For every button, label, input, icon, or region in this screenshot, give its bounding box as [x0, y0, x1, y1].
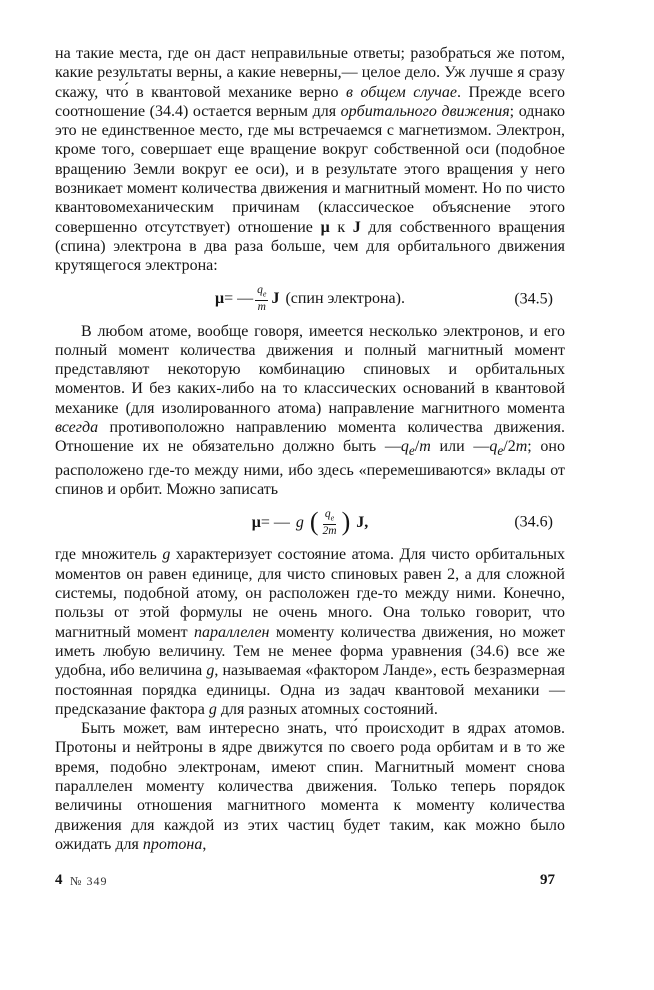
eq-sign: = —	[224, 289, 254, 307]
eq-sign: = —	[260, 513, 290, 531]
eq-vector: J	[271, 289, 280, 307]
eq-vector: J,	[356, 513, 369, 531]
eq-lhs: μ	[251, 513, 261, 531]
frac-numerator: $q_e$	[323, 508, 336, 525]
frac-numerator: $q_e$	[255, 284, 268, 301]
eq-factor: g	[295, 513, 304, 531]
equation-number: (34.5)	[514, 289, 553, 307]
press-mark: № 349	[70, 874, 108, 888]
paragraph-3: где множитель g характеризует состояние атома. Для чисто орбитальных моментов он равен единице, для чисто спиновых равен 2, а для сложной системы, подобной атому, он расположен где-то между ними. Конечно, пользы от этой формулы не очень много. Она только говорит, что магнитный момент параллелен моменту количества движения, но может иметь любую величину. Тем не менее форма уравнения (34.6) все же удобна, ибо величина g, называемая «фактором Ланде», есть безразмерная постоянная порядка единицы. Одна из задач квантовой механики — предсказание фактора g для разных атомных состояний.	[55, 546, 566, 718]
equation-number: (34.6)	[514, 513, 553, 531]
paragraph-1: на такие места, где он даст неправильные ответы; разобраться же потом, какие результаты верны, а какие неверны,— целое дело. Уж лучше я сразу скажу, что́ в квантовой механике верно в общем случае. Прежде всего соотношение (34.4) остается верным для орбитального движения; однако это не единственное место, где мы встречаемся с магнетизмом. Электрон, кроме того, совершает еще вращение вокруг собственной оси (подобное вращению Земли вокруг ее оси), и в результате этого вращения у него возникает момент количества движения и магнитный момент. Но по чисто квантовомеханическим причинам (классическое объяснение этого совершенно отсутствует) отношение μ к J для собственного вращения (спина) электрона в два раза больше, чем для орбитального движения крутящегося электрона:	[55, 45, 566, 275]
eq-fraction	[255, 284, 268, 313]
page-number: 97	[540, 872, 555, 888]
signature-mark: 4	[55, 872, 63, 888]
eq-lhs: μ	[215, 289, 225, 307]
equation-34-6: μ = — g ( $\frac{q_e}{2m}$ ) J, (34.6)	[251, 507, 553, 538]
frac-denominator: 2m	[322, 525, 337, 538]
paragraph-2: В любом атоме, вообще говоря, имеется несколько электронов, и его полный момент количества движения и полный магнитный момент представляют некоторую комбинацию спиновых и орбитальных моментов. И без каких-либо на то классических оснований в квантовой механике (для изолированного атома) направление магнитного момента всегда противоположно направлению момента количества движения. Отношение их не обязательно должно быть $—q_e/m$ или $—q_e/2m$; оно расположено где-то между ними, ибо здесь «перемешиваются» вклады от спинов и орбит. Можно записать	[55, 322, 565, 499]
eq-note: (спин электрона).	[285, 289, 405, 307]
frac-denominator: m	[257, 301, 266, 314]
body-text	[55, 44, 565, 854]
equation-34-5	[55, 276, 565, 322]
eq-fraction	[321, 508, 339, 537]
paragraph-4: Быть может, вам интересно знать, что́ происходит в ядрах атомов. Протоны и нейтроны в ядре движутся по своего рода орбитам и в то же время, подобно электронам, имеют спин. Магнитный момент снова параллелен моменту количества движения. Только теперь порядок величины отношения магнитного момента к моменту количества движения для каждой из этих частиц будет таким, как можно было ожидать для протона,	[55, 720, 565, 853]
